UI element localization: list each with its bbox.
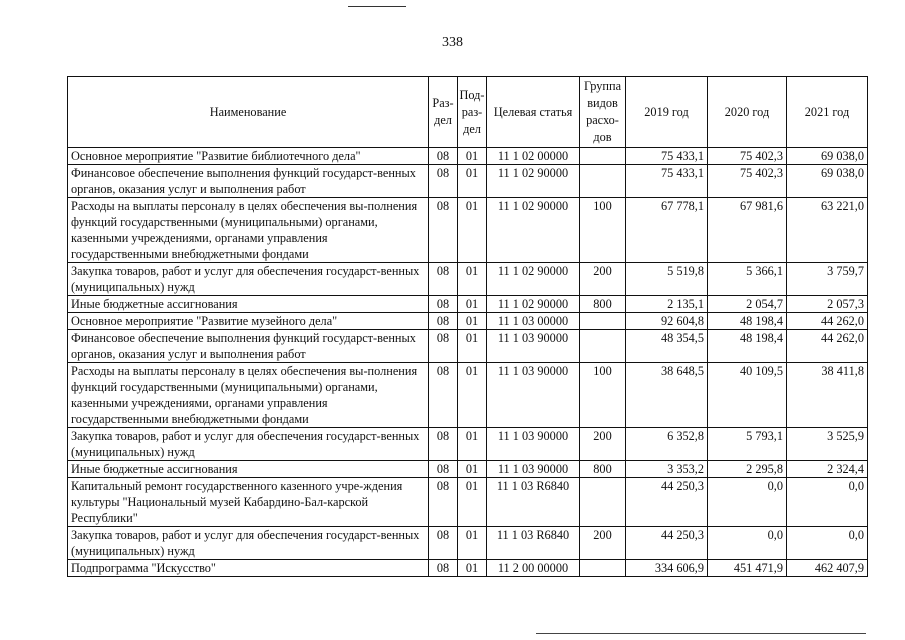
header-expense-group: Группа видов расхо-дов: [580, 77, 626, 148]
cell-target-article: 11 1 02 90000: [487, 263, 580, 296]
cell-expense-group: 200: [580, 428, 626, 461]
cell-subsection: 01: [458, 198, 487, 263]
cell-subsection: 01: [458, 461, 487, 478]
cell-2019: 334 606,9: [626, 560, 708, 577]
cell-name: Основное мероприятие "Развитие библиотечного дела": [68, 148, 429, 165]
cell-2019: 3 353,2: [626, 461, 708, 478]
cell-subsection: 01: [458, 428, 487, 461]
cell-expense-group: [580, 313, 626, 330]
cell-target-article: 11 1 03 00000: [487, 313, 580, 330]
page-number: 338: [442, 35, 463, 50]
cell-name: Расходы на выплаты персоналу в целях обеспечения вы-полнения функций государственными (муниципальными) органами, казенными учреждениями, органами управления государственными внебюджетными фондами: [68, 198, 429, 263]
cell-2019: 92 604,8: [626, 313, 708, 330]
cell-2021: 0,0: [787, 478, 868, 527]
top-rule: [348, 6, 406, 7]
table-row: [68, 198, 868, 263]
cell-expense-group: [580, 560, 626, 577]
cell-target-article: 11 1 03 90000: [487, 330, 580, 363]
cell-2020: 5 366,1: [708, 263, 787, 296]
cell-expense-group: [580, 148, 626, 165]
cell-target-article: 11 1 03 R6840: [487, 478, 580, 527]
header-2021: 2021 год: [787, 77, 868, 148]
cell-2020: 5 793,1: [708, 428, 787, 461]
cell-subsection: 01: [458, 148, 487, 165]
cell-expense-group: 100: [580, 198, 626, 263]
header-target-article: Целевая статья: [487, 77, 580, 148]
cell-2021: 44 262,0: [787, 330, 868, 363]
cell-target-article: 11 1 03 R6840: [487, 527, 580, 560]
cell-expense-group: 200: [580, 263, 626, 296]
cell-name: Иные бюджетные ассигнования: [68, 461, 429, 478]
cell-2021: 69 038,0: [787, 165, 868, 198]
table-row: [68, 527, 868, 560]
cell-2019: 38 648,5: [626, 363, 708, 428]
cell-section: 08: [429, 148, 458, 165]
table-row: [68, 263, 868, 296]
cell-target-article: 11 1 03 90000: [487, 363, 580, 428]
header-name: Наименование: [68, 77, 429, 148]
cell-2021: 0,0: [787, 527, 868, 560]
cell-2019: 75 433,1: [626, 148, 708, 165]
cell-section: 08: [429, 478, 458, 527]
cell-subsection: 01: [458, 363, 487, 428]
cell-2021: 3 759,7: [787, 263, 868, 296]
cell-section: 08: [429, 363, 458, 428]
cell-target-article: 11 1 02 00000: [487, 148, 580, 165]
cell-subsection: 01: [458, 263, 487, 296]
bottom-rule: [536, 633, 866, 634]
header-2020: 2020 год: [708, 77, 787, 148]
table-row: [68, 478, 868, 527]
cell-2020: 2 295,8: [708, 461, 787, 478]
cell-2021: 462 407,9: [787, 560, 868, 577]
cell-expense-group: 800: [580, 296, 626, 313]
cell-subsection: 01: [458, 313, 487, 330]
header-subsection: Под-раз-дел: [458, 77, 487, 148]
cell-2021: 63 221,0: [787, 198, 868, 263]
cell-2021: 2 057,3: [787, 296, 868, 313]
cell-2019: 5 519,8: [626, 263, 708, 296]
cell-2020: 48 198,4: [708, 330, 787, 363]
table-body: [68, 148, 868, 577]
cell-target-article: 11 2 00 00000: [487, 560, 580, 577]
cell-name: Закупка товаров, работ и услуг для обеспечения государст-венных (муниципальных) нужд: [68, 428, 429, 461]
cell-expense-group: [580, 478, 626, 527]
budget-table: [67, 76, 868, 577]
table-row: [68, 560, 868, 577]
table-row: [68, 296, 868, 313]
cell-subsection: 01: [458, 296, 487, 313]
cell-2020: 67 981,6: [708, 198, 787, 263]
cell-section: 08: [429, 527, 458, 560]
cell-name: Закупка товаров, работ и услуг для обеспечения государст-венных (муниципальных) нужд: [68, 263, 429, 296]
header-row: [68, 77, 868, 148]
cell-2020: 0,0: [708, 527, 787, 560]
cell-2020: 40 109,5: [708, 363, 787, 428]
cell-subsection: 01: [458, 165, 487, 198]
cell-section: 08: [429, 165, 458, 198]
table-row: [68, 461, 868, 478]
cell-subsection: 01: [458, 478, 487, 527]
cell-target-article: 11 1 02 90000: [487, 296, 580, 313]
cell-subsection: 01: [458, 560, 487, 577]
cell-2019: 75 433,1: [626, 165, 708, 198]
table-row: [68, 313, 868, 330]
table-row: [68, 363, 868, 428]
cell-name: Расходы на выплаты персоналу в целях обеспечения вы-полнения функций государственными (муниципальными) органами, казенными учреждениями, органами управления государственными внебюджетными фондами: [68, 363, 429, 428]
cell-expense-group: 100: [580, 363, 626, 428]
cell-section: 08: [429, 560, 458, 577]
cell-name: Финансовое обеспечение выполнения функций государст-венных органов, оказания услуг и выполнения работ: [68, 165, 429, 198]
cell-2020: 0,0: [708, 478, 787, 527]
cell-section: 08: [429, 313, 458, 330]
cell-2020: 48 198,4: [708, 313, 787, 330]
cell-target-article: 11 1 03 90000: [487, 428, 580, 461]
cell-section: 08: [429, 263, 458, 296]
table-row: [68, 165, 868, 198]
cell-subsection: 01: [458, 527, 487, 560]
cell-2020: 451 471,9: [708, 560, 787, 577]
cell-2019: 6 352,8: [626, 428, 708, 461]
table-row: [68, 330, 868, 363]
cell-target-article: 11 1 02 90000: [487, 198, 580, 263]
cell-2021: 69 038,0: [787, 148, 868, 165]
cell-2019: 44 250,3: [626, 478, 708, 527]
cell-2020: 75 402,3: [708, 148, 787, 165]
cell-2019: 48 354,5: [626, 330, 708, 363]
cell-name: Иные бюджетные ассигнования: [68, 296, 429, 313]
cell-2019: 44 250,3: [626, 527, 708, 560]
cell-2019: 67 778,1: [626, 198, 708, 263]
cell-section: 08: [429, 428, 458, 461]
cell-section: 08: [429, 296, 458, 313]
table-row: [68, 148, 868, 165]
cell-name: Финансовое обеспечение выполнения функций государст-венных органов, оказания услуг и выполнения работ: [68, 330, 429, 363]
cell-target-article: 11 1 03 90000: [487, 461, 580, 478]
cell-2020: 75 402,3: [708, 165, 787, 198]
header-section: Раз-дел: [429, 77, 458, 148]
cell-name: Подпрограмма "Искусство": [68, 560, 429, 577]
cell-2019: 2 135,1: [626, 296, 708, 313]
cell-2021: 38 411,8: [787, 363, 868, 428]
cell-section: 08: [429, 461, 458, 478]
cell-target-article: 11 1 02 90000: [487, 165, 580, 198]
cell-expense-group: 200: [580, 527, 626, 560]
cell-name: Капитальный ремонт государственного казенного учре-ждения культуры "Национальный музей Кабардино-Бал-карской Республики": [68, 478, 429, 527]
cell-expense-group: [580, 330, 626, 363]
cell-name: Закупка товаров, работ и услуг для обеспечения государст-венных (муниципальных) нужд: [68, 527, 429, 560]
table-row: [68, 428, 868, 461]
cell-2021: 44 262,0: [787, 313, 868, 330]
cell-2021: 2 324,4: [787, 461, 868, 478]
header-2019: 2019 год: [626, 77, 708, 148]
cell-subsection: 01: [458, 330, 487, 363]
cell-section: 08: [429, 198, 458, 263]
cell-section: 08: [429, 330, 458, 363]
cell-2021: 3 525,9: [787, 428, 868, 461]
cell-2020: 2 054,7: [708, 296, 787, 313]
cell-expense-group: 800: [580, 461, 626, 478]
cell-name: Основное мероприятие "Развитие музейного дела": [68, 313, 429, 330]
cell-expense-group: [580, 165, 626, 198]
